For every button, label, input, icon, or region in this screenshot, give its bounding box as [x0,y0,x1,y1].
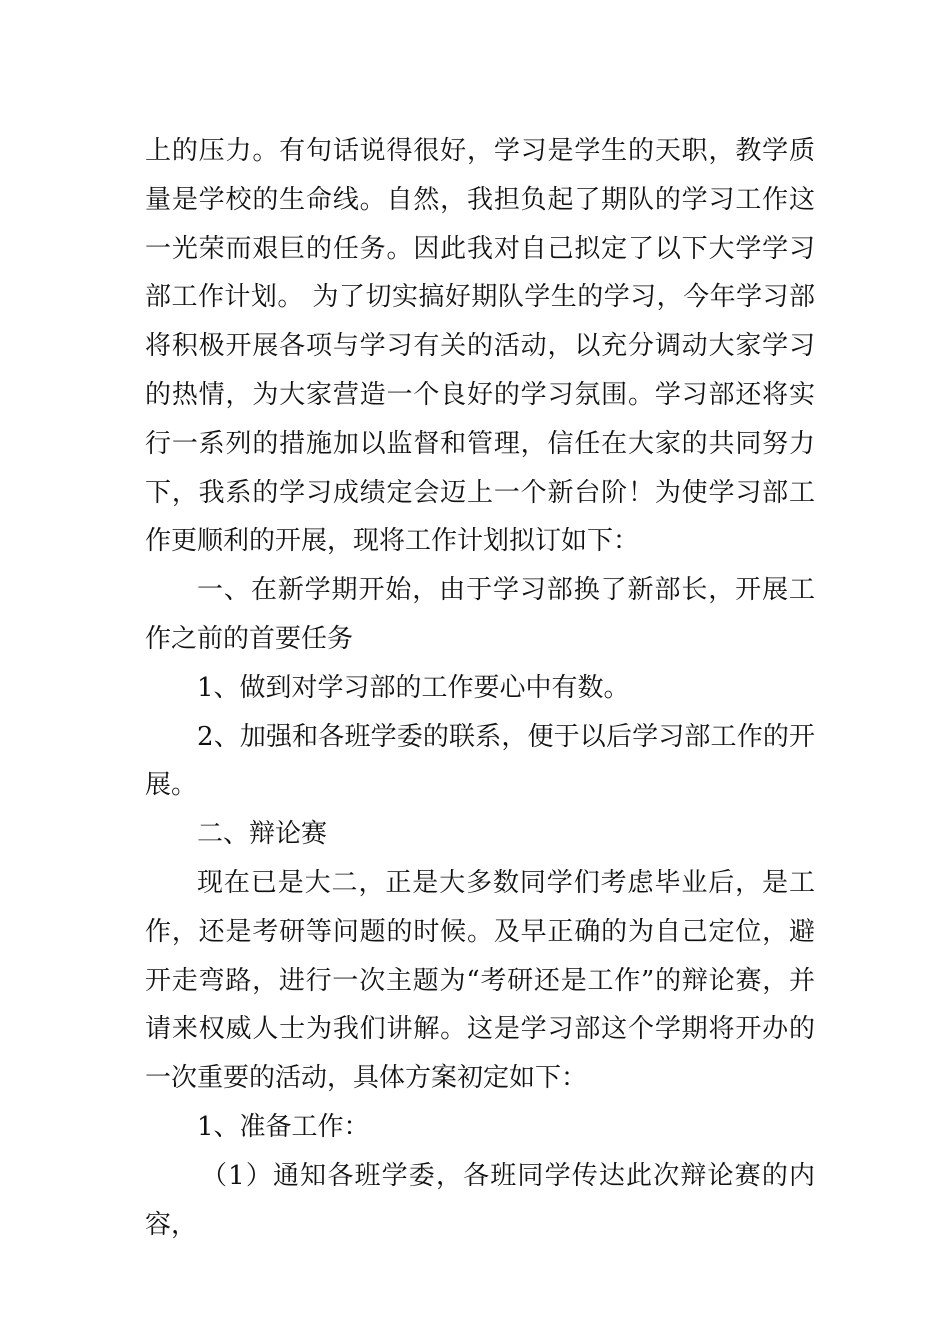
list-item-2: 2、加强和各班学委的联系，便于以后学习部工作的开展。 [145,721,815,801]
document-body [145,127,815,1249]
paragraph-intro: 上的压力。有句话说得很好，学习是学生的天职，教学质量是学校的生命线。自然，我担负起了期队的学习工作这一光荣而艰巨的任务。因此我对自己拟定了以下大学学习部工作计划。 为了切实搞好期队学生的学习，今年学习部将积极开展各项与学习有关的活动，以充分调动大家学习的热情，为大家营造一个良好的学习氛围。学习部还将实行一系列的措施加以监督和管理，信任在大家的共同努力下，我系的学习成绩定会迈上一个新台阶！为使学习部工作更顺利的开展，现将工作计划拟订如下： [145,136,815,557]
heading-section-two: 二、辩论赛 [197,819,328,850]
list-item-preparation: 1、准备工作： [197,1111,370,1142]
paragraph-debate: 现在已是大二，正是大多数同学们考虑毕业后，是工作，还是考研等问题的时候。及早正确的为自己定位，避开走弯路，进行一次主题为“考研还是工作”的辩论赛，并请来权威人士为我们讲解。这是学习部这个学期将开办的一次重要的活动，具体方案初定如下： [145,867,815,1094]
heading-section-one: 一、在新学期开始，由于学习部换了新部长，开展工作之前的首要任务 [145,575,815,654]
list-item-1: 1、做到对学习部的工作要心中有数。 [197,672,630,703]
list-subitem-1: （1）通知各班学委，各班同学传达此次辩论赛的内容， [145,1160,815,1240]
